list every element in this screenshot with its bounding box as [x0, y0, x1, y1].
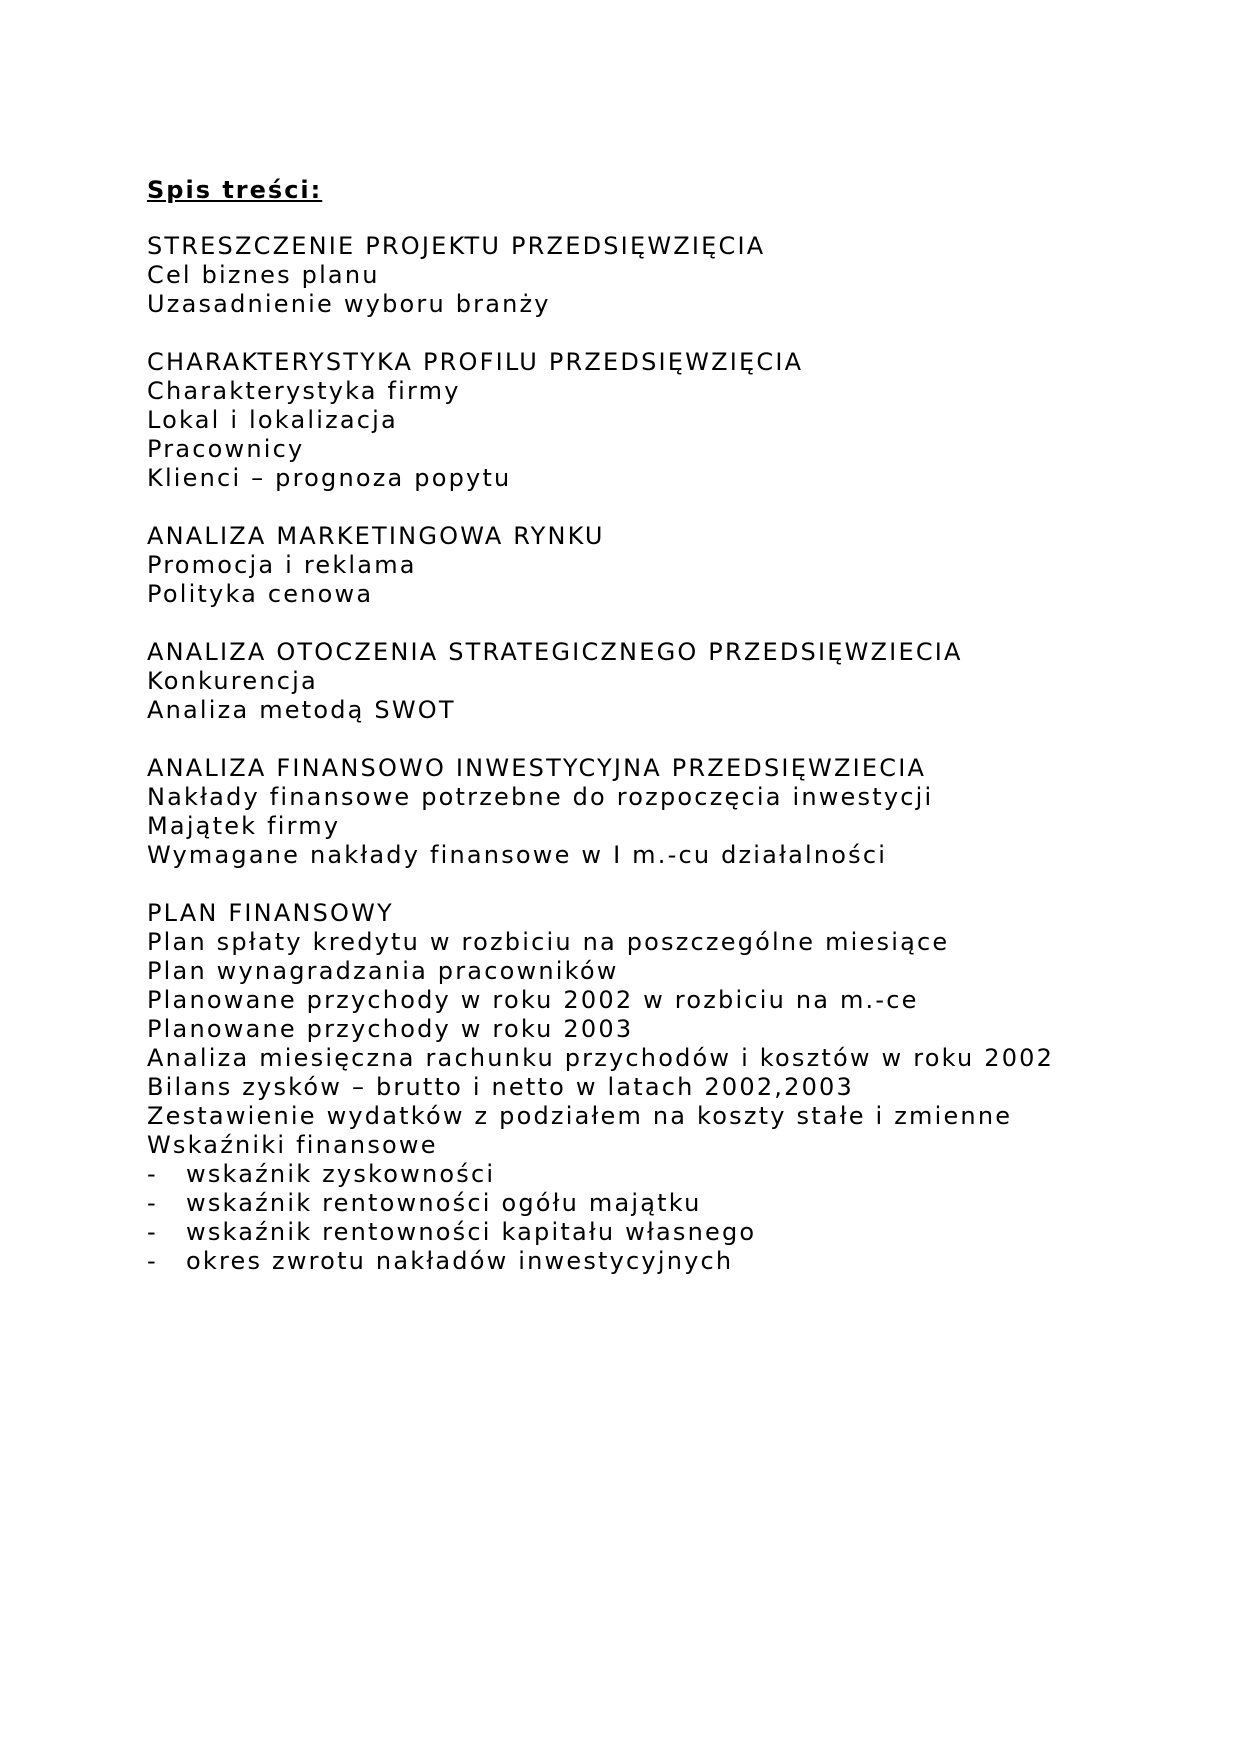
section-item: Wskaźniki finansowe	[147, 1131, 438, 1159]
section-item: Uzasadnienie wyboru branży	[147, 290, 551, 318]
section-item: Cel biznes planu	[147, 261, 380, 289]
section-item: Planowane przychody w roku 2003	[147, 1015, 634, 1043]
bullet-marker: -	[147, 1218, 158, 1246]
section-item: Analiza miesięczna rachunku przychodów i kosztów w roku 2002	[147, 1044, 1055, 1072]
section-item: Klienci – prognoza popytu	[147, 464, 512, 492]
section-heading: PLAN FINANSOWY	[147, 899, 394, 927]
section-item: Zestawienie wydatków z podziałem na koszty stałe i zmienne	[147, 1102, 1013, 1130]
section-item: Nakłady finansowe potrzebne do rozpoczęcia inwestycji	[147, 783, 934, 811]
section-heading: ANALIZA OTOCZENIA STRATEGICZNEGO PRZEDSIĘWZIECIA	[147, 638, 963, 666]
bullet-text: wskaźnik rentowności kapitału własnego	[186, 1218, 757, 1246]
section-item: Analiza metodą SWOT	[147, 696, 456, 724]
table-of-contents	[147, 174, 1197, 1305]
toc-section	[147, 232, 1197, 319]
toc-section	[147, 899, 1197, 1276]
bullet-marker: -	[147, 1189, 158, 1217]
section-heading: CHARAKTERYSTYKA PROFILU PRZEDSIĘWZIĘCIA	[147, 348, 804, 376]
section-item: Konkurencja	[147, 667, 318, 695]
section-item: Wymagane nakłady finansowe w I m.-cu działalności	[147, 841, 888, 869]
toc-section	[147, 638, 1197, 725]
bullet-text: wskaźnik rentowności ogółu majątku	[186, 1189, 702, 1217]
bullet-item	[147, 1189, 1197, 1218]
page-title: Spis treści:	[147, 176, 323, 204]
bullet-item	[147, 1160, 1197, 1189]
bullet-text: okres zwrotu nakładów inwestycyjnych	[186, 1247, 734, 1275]
section-item: Charakterystyka firmy	[147, 377, 461, 405]
section-heading: STRESZCZENIE PROJEKTU PRZEDSIĘWZIĘCIA	[147, 232, 766, 260]
section-item: Plan spłaty kredytu w rozbiciu na poszczególne miesiące	[147, 928, 950, 956]
bullet-item	[147, 1218, 1197, 1247]
section-heading: ANALIZA MARKETINGOWA RYNKU	[147, 522, 605, 550]
section-item: Lokal i lokalizacja	[147, 406, 398, 434]
toc-section	[147, 522, 1197, 609]
section-heading: ANALIZA FINANSOWO INWESTYCYJNA PRZEDSIĘWZIECIA	[147, 754, 927, 782]
section-item: Promocja i reklama	[147, 551, 417, 579]
bullet-marker: -	[147, 1160, 158, 1188]
section-item: Majątek firmy	[147, 812, 341, 840]
section-item: Bilans zysków – brutto i netto w latach 2002,2003	[147, 1073, 854, 1101]
toc-section	[147, 754, 1197, 870]
section-item: Polityka cenowa	[147, 580, 374, 608]
bullet-item	[147, 1247, 1197, 1276]
toc-section	[147, 348, 1197, 493]
section-item: Pracownicy	[147, 435, 305, 463]
bullet-text: wskaźnik zyskowności	[186, 1160, 496, 1188]
section-item: Plan wynagradzania pracowników	[147, 957, 619, 985]
section-item: Planowane przychody w roku 2002 w rozbiciu na m.-ce	[147, 986, 919, 1014]
bullet-marker: -	[147, 1247, 158, 1275]
